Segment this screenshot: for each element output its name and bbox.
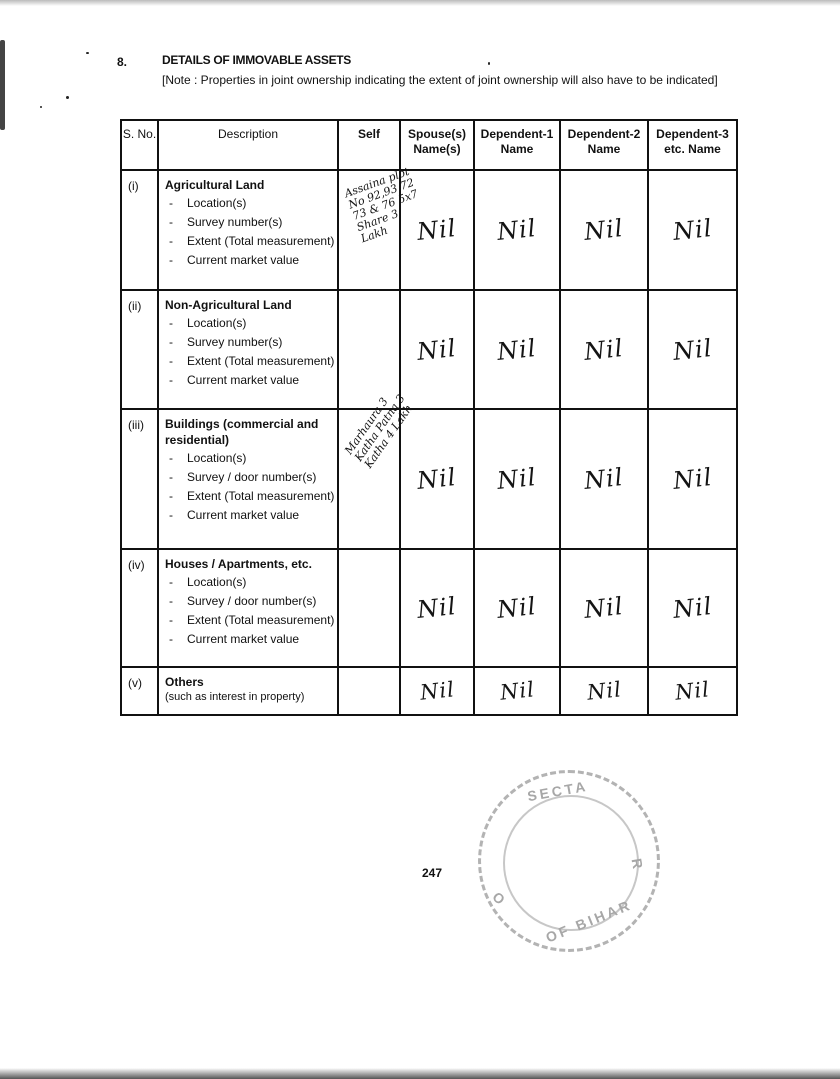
page-number: 247 <box>422 866 443 880</box>
row-title: Agricultural Land <box>165 178 265 192</box>
row-dependent-3-value <box>648 290 737 409</box>
row-sno: (iii) <box>121 409 158 549</box>
row-title: Houses / Apartments, etc. <box>165 557 312 571</box>
seal-text-bottom: OF BIHAR <box>543 896 635 946</box>
row-items <box>165 195 337 268</box>
scan-speck <box>488 62 490 65</box>
seal-text-left: O <box>489 888 511 910</box>
handwritten-nil: Nil <box>495 214 539 246</box>
row-sno: (ii) <box>121 290 158 409</box>
handwritten-nil: Nil <box>671 463 714 495</box>
table-row <box>121 290 737 409</box>
handwritten-nil: Nil <box>498 677 536 705</box>
row-items <box>165 450 337 523</box>
row-description <box>158 667 338 715</box>
handwritten-nil: Nil <box>582 214 626 246</box>
section-note: [Note : Properties in joint ownership indicating the extent of joint ownership will also have to be indicated] <box>162 73 718 87</box>
row-dependent-2-value <box>560 409 648 549</box>
list-item: - Location(s) <box>165 315 337 331</box>
row-dependent-3-value <box>648 549 737 667</box>
list-item: - Extent (Total measurement) <box>165 233 337 249</box>
list-item: - Location(s) <box>165 574 337 590</box>
seal-text-side: R <box>628 857 647 873</box>
header-dependent-1: Dependent-1 Name <box>474 120 560 170</box>
list-item: - Location(s) <box>165 450 337 466</box>
row-self-value <box>338 549 400 667</box>
row-title: Buildings (commercial and residential) <box>165 417 319 447</box>
row-dependent-2-value <box>560 290 648 409</box>
scan-edge-left <box>0 40 5 130</box>
row-description <box>158 409 338 549</box>
seal-text-top: SECTA <box>526 777 590 805</box>
header-dependent-3: Dependent-3 etc. Name <box>648 120 737 170</box>
list-item: - Location(s) <box>165 195 337 211</box>
row-subtitle: (such as interest in property) <box>165 691 305 703</box>
row-items <box>165 315 337 388</box>
handwritten-nil: Nil <box>585 677 623 705</box>
row-spouse-value <box>400 549 474 667</box>
list-item: - Survey number(s) <box>165 334 337 350</box>
list-item: - Current market value <box>165 252 337 268</box>
row-dependent-3-value <box>648 170 737 290</box>
scan-edge-bottom <box>0 1068 840 1079</box>
scan-speck <box>86 52 89 54</box>
row-description <box>158 549 338 667</box>
row-sno: (v) <box>121 667 158 715</box>
handwritten-self-entry: Marhaura 3 Katha Patna 3 Katha 4 Lakh <box>342 392 416 471</box>
immovable-assets-table <box>120 119 738 716</box>
row-dependent-3-value <box>648 667 737 715</box>
list-item: - Extent (Total measurement) <box>165 488 337 504</box>
row-dependent-2-value <box>560 549 648 667</box>
list-item: - Extent (Total measurement) <box>165 612 337 628</box>
list-item: - Extent (Total measurement) <box>165 353 337 369</box>
row-dependent-1-value <box>474 409 560 549</box>
row-spouse-value <box>400 409 474 549</box>
row-dependent-1-value <box>474 549 560 667</box>
list-item: - Survey number(s) <box>165 214 337 230</box>
table-header-row <box>121 120 737 170</box>
row-dependent-1-value <box>474 290 560 409</box>
handwritten-nil: Nil <box>415 333 459 366</box>
list-item: - Survey / door number(s) <box>165 469 337 485</box>
row-title: Others <box>165 675 204 689</box>
table-row <box>121 549 737 667</box>
row-spouse-value <box>400 667 474 715</box>
row-sno: (i) <box>121 170 158 290</box>
list-item: - Survey / door number(s) <box>165 593 337 609</box>
handwritten-nil: Nil <box>495 463 539 495</box>
table-row <box>121 409 737 549</box>
section-title: DETAILS OF IMMOVABLE ASSETS <box>162 53 352 67</box>
header-description: Description <box>158 120 338 170</box>
handwritten-nil: Nil <box>671 592 714 624</box>
handwritten-nil: Nil <box>582 592 626 624</box>
scan-speck <box>40 106 42 108</box>
row-dependent-1-value <box>474 667 560 715</box>
official-seal-stamp <box>478 770 660 952</box>
list-item: - Current market value <box>165 507 337 523</box>
handwritten-nil: Nil <box>582 463 626 495</box>
header-dependent-2: Dependent-2 Name <box>560 120 648 170</box>
row-title: Non-Agricultural Land <box>165 298 292 312</box>
handwritten-nil: Nil <box>495 592 539 624</box>
scan-edge-top <box>0 0 840 6</box>
handwritten-self-entry: Assaina plot No 92,93,72 73 & 76 5x7 Share 3 Lakh <box>342 164 420 246</box>
handwritten-nil: Nil <box>418 677 456 705</box>
handwritten-nil: Nil <box>415 592 459 624</box>
handwritten-nil: Nil <box>415 463 459 495</box>
scan-speck <box>66 96 69 99</box>
row-self-value <box>338 392 416 549</box>
table-row <box>121 667 737 715</box>
row-dependent-3-value <box>648 409 737 549</box>
row-dependent-2-value <box>560 667 648 715</box>
handwritten-nil: Nil <box>415 214 459 246</box>
row-description <box>158 290 338 409</box>
list-item: - Current market value <box>165 631 337 647</box>
row-description <box>158 170 338 290</box>
row-dependent-2-value <box>560 170 648 290</box>
header-self: Self <box>338 120 400 170</box>
section-number: 8. <box>117 55 128 69</box>
handwritten-nil: Nil <box>673 677 712 705</box>
header-sno: S. No. <box>121 120 158 170</box>
row-self-value <box>338 164 420 290</box>
row-sno: (iv) <box>121 549 158 667</box>
row-items <box>165 574 337 647</box>
header-spouse: Spouse(s) Name(s) <box>400 120 474 170</box>
row-dependent-1-value <box>474 170 560 290</box>
table-row <box>121 170 737 290</box>
handwritten-nil: Nil <box>582 333 626 366</box>
list-item: - Current market value <box>165 372 337 388</box>
handwritten-nil: Nil <box>671 214 714 246</box>
handwritten-nil: Nil <box>495 333 539 366</box>
row-self-value <box>338 667 400 715</box>
handwritten-nil: Nil <box>671 333 714 366</box>
